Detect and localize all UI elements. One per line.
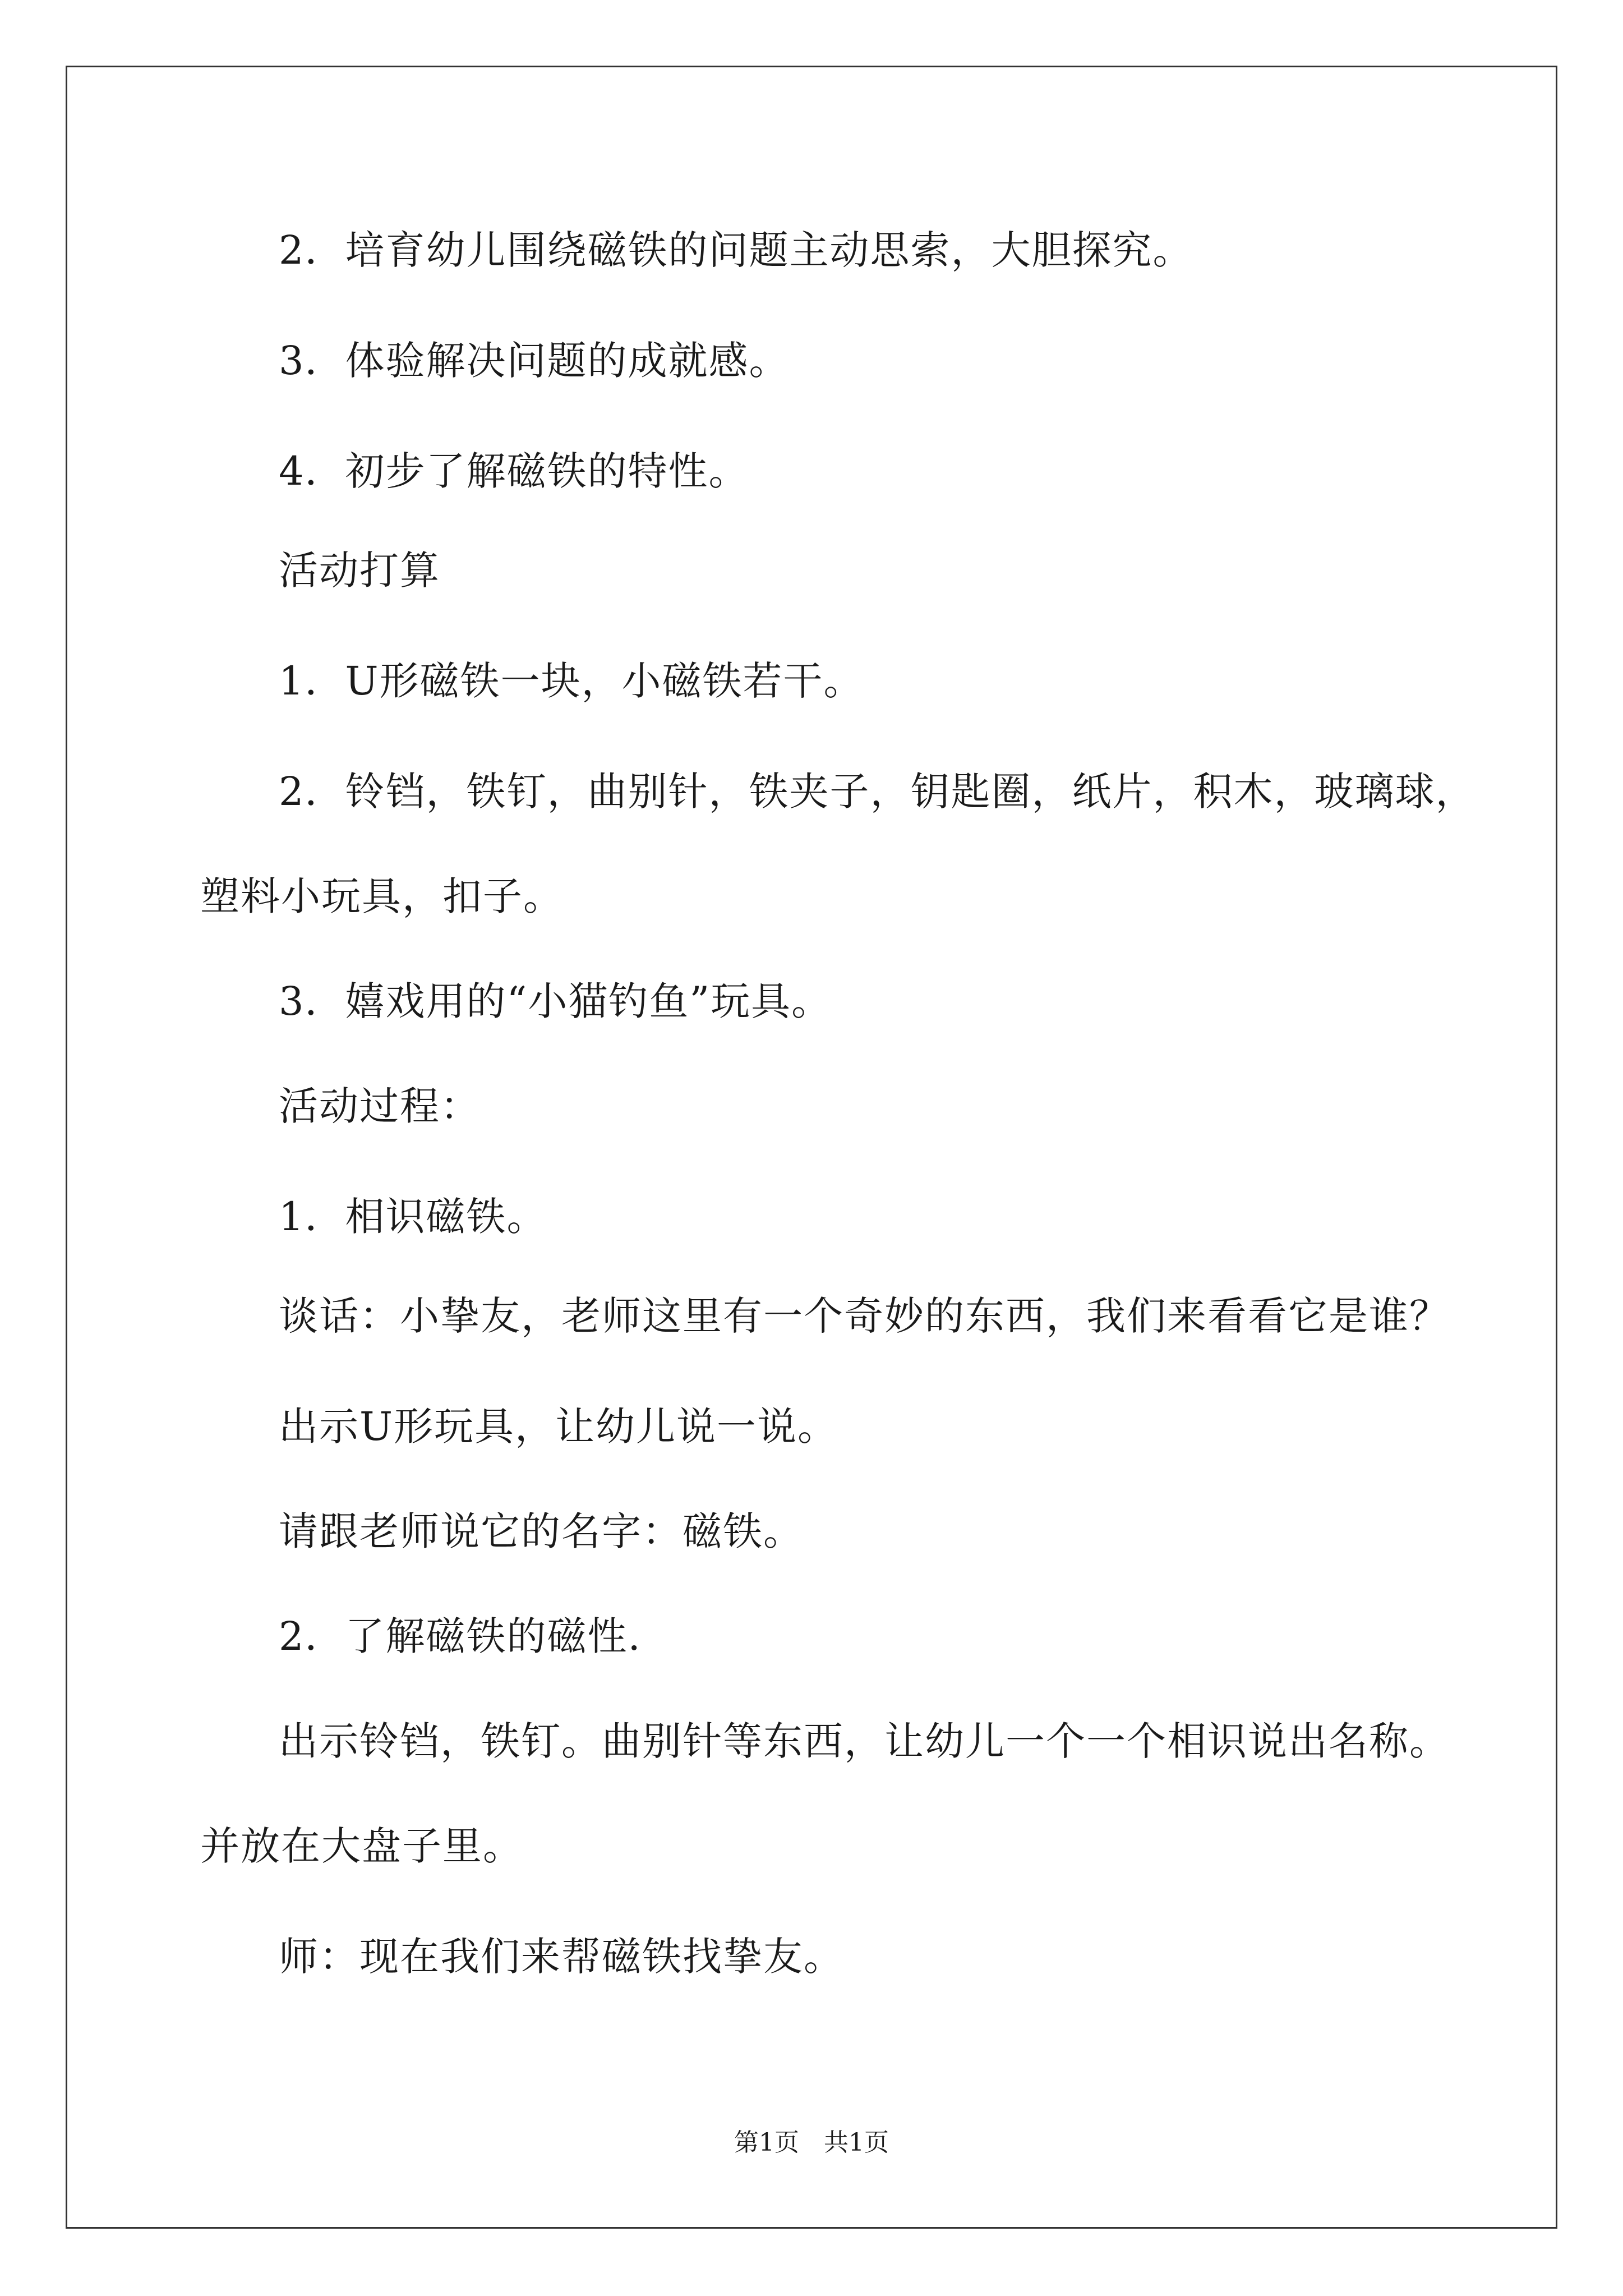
paragraph-process-2: 2．了解磁铁的磁性. [279, 1613, 642, 1659]
page-border [66, 66, 1557, 2229]
section-heading-preparation: 活动打算 [279, 547, 440, 593]
paragraph-show-items-continued: 并放在大盘子里。 [200, 1823, 523, 1869]
page-footer: 第1页 共1页 [734, 2128, 889, 2157]
section-heading-process: 活动过程： [279, 1083, 481, 1129]
paragraph-prep-2-continued: 塑料小玩具，扣子。 [200, 873, 564, 919]
paragraph-goal-4: 4．初步了解磁铁的特性。 [279, 448, 749, 494]
paragraph-talk: 谈话：小挚友，老师这里有一个奇妙的东西，我们来看看它是谁？ [279, 1293, 1450, 1339]
paragraph-show-items: 出示铃铛，铁钉。曲别针等东西，让幼儿一个一个相识说出名称。 [279, 1718, 1450, 1764]
paragraph-process-1: 1．相识磁铁。 [279, 1194, 547, 1240]
paragraph-prep-3: 3．嬉戏用的“小猫钓鱼”玩具。 [279, 978, 832, 1024]
paragraph-goal-2: 2．培育幼儿围绕磁铁的问题主动思索，大胆探究。 [279, 227, 1193, 273]
paragraph-prep-2: 2．铃铛，铁钉，曲别针，铁夹子，钥匙圈，纸片，积木，玻璃球， [279, 769, 1476, 815]
paragraph-teacher: 师：现在我们来帮磁铁找挚友。 [279, 1934, 844, 1980]
paragraph-name: 请跟老师说它的名字：磁铁。 [279, 1508, 804, 1554]
paragraph-prep-1: 1．U形磁铁一块，小磁铁若干。 [279, 658, 864, 704]
paragraph-show-u: 出示U形玩具，让幼儿说一说。 [279, 1404, 838, 1450]
paragraph-goal-3: 3．体验解决问题的成就感。 [279, 338, 790, 384]
